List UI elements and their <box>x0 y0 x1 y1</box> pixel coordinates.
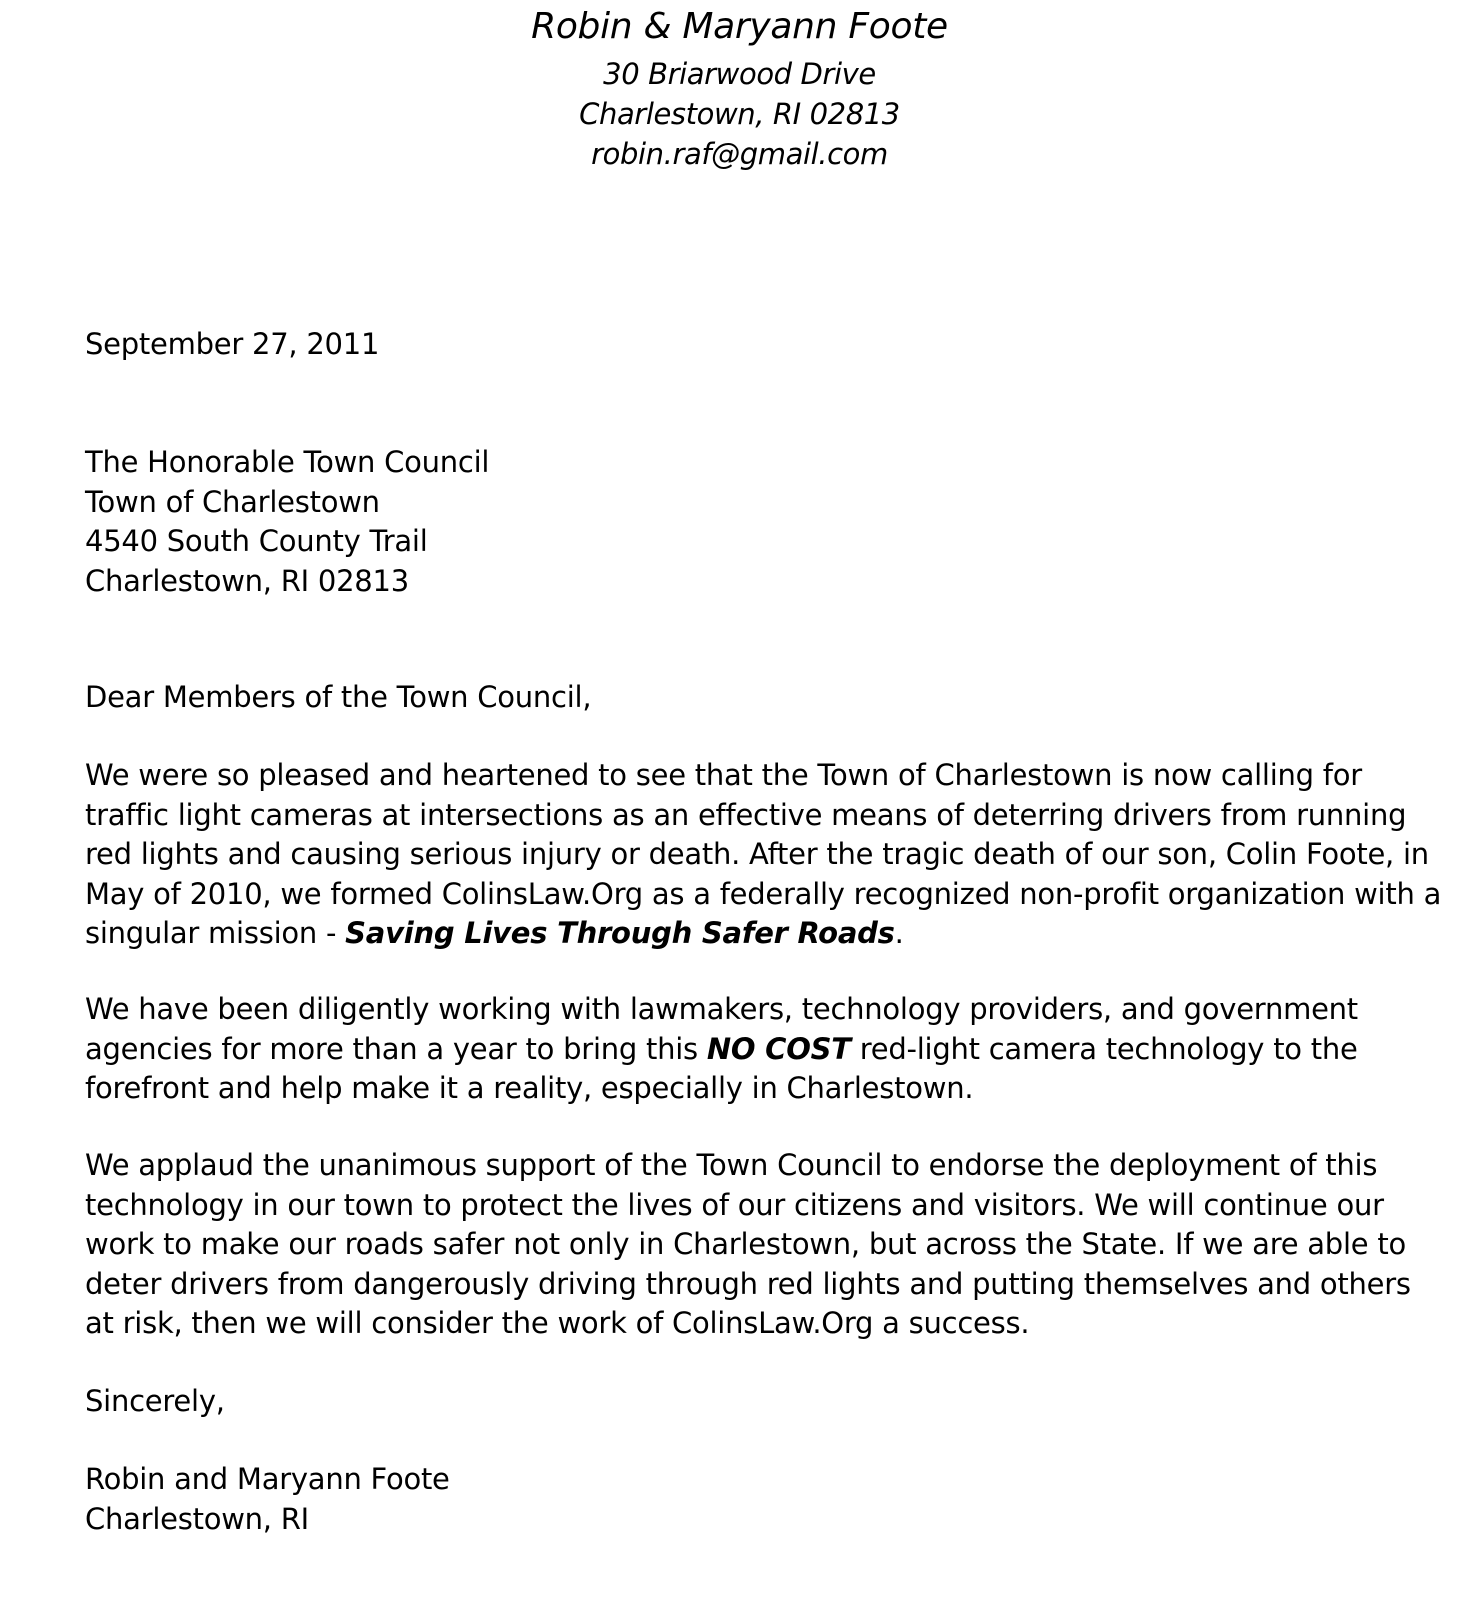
sender-city: Charlestown, RI 02813 <box>579 97 900 131</box>
sender-email: robin.raf@gmail.com <box>591 137 888 171</box>
paragraph-1-text: We were so pleased and heartened to see that the Town of Charlestown is now calling for traffic light cameras at intersections as an effective means of deterring drivers from running red lights and causing serious injury or death. After the tragic death of our son, Colin Foote, in May of 2010, we formed ColinsLaw.Org as a federally recognized non-profit organization with a singular mission - <box>85 758 1442 950</box>
salutation: Dear Members of the Town Council, <box>85 680 592 714</box>
letterhead <box>0 0 1479 174</box>
recipient-address <box>85 443 1445 601</box>
sender-street: 30 Briarwood Drive <box>603 57 876 91</box>
closing: Sincerely, <box>85 1384 225 1418</box>
paragraph-2-emphasis: NO COST <box>706 1031 851 1066</box>
paragraph-2-text: We have been diligently working with lawmakers, technology providers, and government agencies for more than a year to bring this <box>85 992 1358 1066</box>
recipient-line-4: Charlestown, RI 02813 <box>85 563 409 598</box>
paragraph-2-end: red-light camera technology to the forefront and help make it a reality, especially in Charlestown. <box>85 1031 1358 1105</box>
recipient-line-1: The Honorable Town Council <box>85 445 490 479</box>
recipient-line-2: Town of Charlestown <box>85 484 380 519</box>
paragraph-1-mission: Saving Lives Through Safer Roads <box>345 916 895 950</box>
signature-location: Charlestown, RI <box>85 1501 309 1536</box>
paragraph-1-end: . <box>894 916 904 950</box>
signature-block <box>85 1460 1445 1539</box>
paragraph-1 <box>85 756 1445 954</box>
letter-date: September 27, 2011 <box>85 327 380 361</box>
paragraph-3: We applaud the unanimous support of the Town Council to endorse the deployment of this technology in our town to protect the lives of our citizens and visitors. We will continue our work to make our roads safer not only in Charlestown, but across the State. If we are able to deter drivers from dangerously driving through red lights and putting themselves and others at risk, then we will consider the work of ColinsLaw.Org a success. <box>85 1148 1411 1340</box>
sender-name: Robin & Maryann Foote <box>531 6 948 47</box>
recipient-line-3: 4540 South County Trail <box>85 524 428 558</box>
paragraph-2 <box>85 990 1445 1109</box>
signature-name: Robin and Maryann Foote <box>85 1462 450 1496</box>
